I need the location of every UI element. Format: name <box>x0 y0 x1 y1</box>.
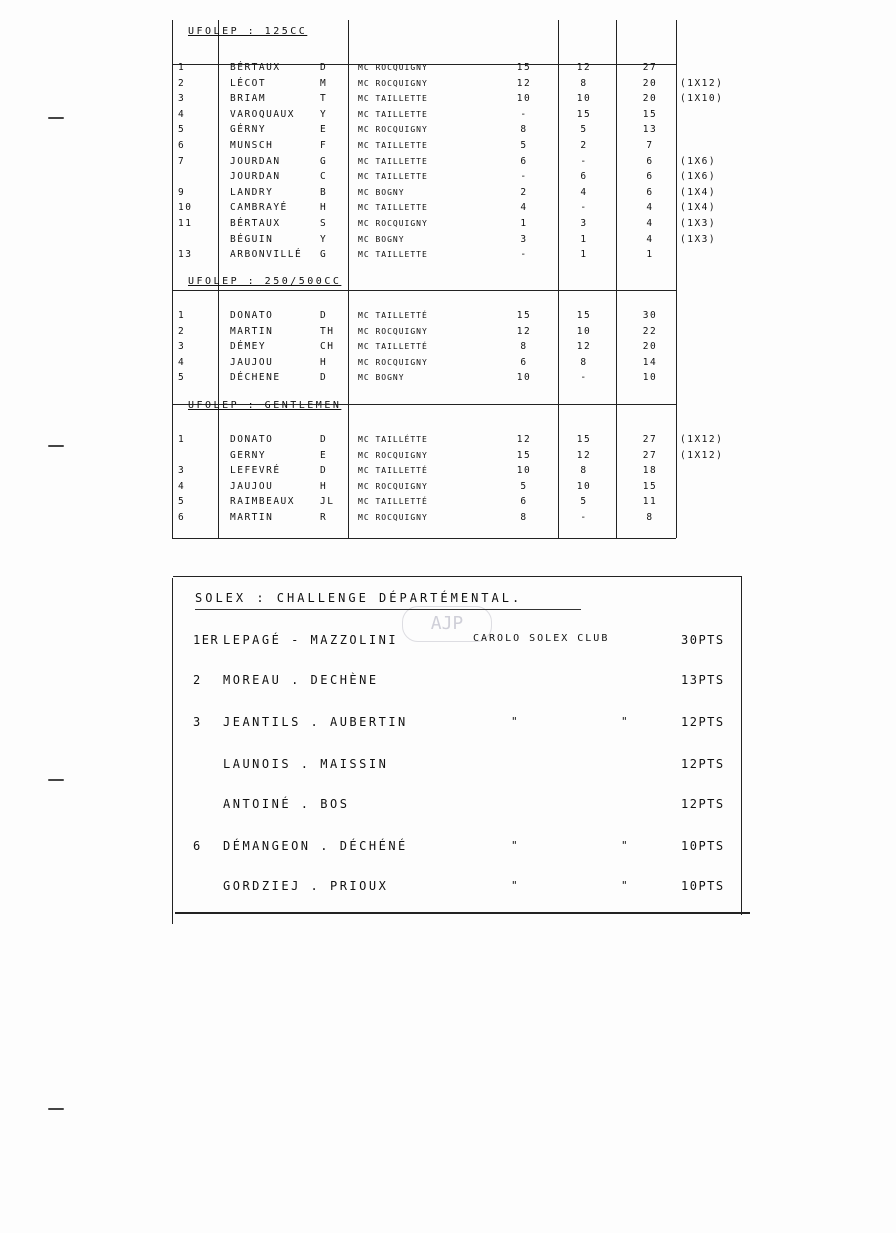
cell-club: MC TAILLETTE <box>358 156 428 166</box>
section-title-gentlemen: UFOLEP : GENTLEMEN <box>188 400 342 411</box>
solex-points: 30PTS <box>681 633 725 647</box>
cell-total: 18 <box>642 465 658 477</box>
cell-r1: 8 <box>520 341 528 353</box>
cell-club: MC TAILLETTE <box>358 250 428 260</box>
cell-club: MC BOGNY <box>358 187 405 197</box>
cell-name: JAUJOU <box>230 356 274 368</box>
cell-total: 6 <box>646 171 654 183</box>
table-row <box>172 60 752 75</box>
solex-challenge-box <box>173 576 742 915</box>
hole-punch-mark <box>48 445 64 447</box>
cell-rank: 1 <box>178 310 186 321</box>
cell-rank: 3 <box>178 465 186 477</box>
cell-name: DÉCHENE <box>230 372 281 384</box>
table-row <box>172 107 752 122</box>
cell-init: C <box>320 171 328 183</box>
cell-total: 20 <box>642 77 658 89</box>
solex-ditto2: " <box>621 879 630 892</box>
solex-row <box>173 757 741 777</box>
table-row <box>172 324 752 339</box>
cell-init: H <box>320 480 328 492</box>
cell-r1: 6 <box>520 496 528 508</box>
cell-name: BÉRTAUX <box>230 218 281 229</box>
hole-punch-mark <box>48 1108 64 1110</box>
cell-init: D <box>320 310 328 321</box>
cell-total: 4 <box>646 218 654 229</box>
table-row <box>172 339 752 354</box>
cell-r1: 12 <box>516 325 532 337</box>
cell-club: MC ROCQUIGNY <box>358 125 428 135</box>
solex-row <box>173 673 741 693</box>
cell-name: MARTIN <box>230 325 274 337</box>
cell-club: MC ROCQUIGNY <box>358 63 428 72</box>
solex-points: 13PTS <box>681 673 725 687</box>
cell-note: (1X12) <box>680 434 724 445</box>
cell-name: LANDRY <box>230 186 274 198</box>
table-row <box>172 247 752 262</box>
cell-note: (1X3) <box>680 218 717 229</box>
cell-init: R <box>320 512 328 523</box>
cell-init: T <box>320 93 328 105</box>
cell-init: JL <box>320 496 335 508</box>
cell-total: 20 <box>642 341 658 353</box>
table-row <box>172 76 752 91</box>
cell-club: MC ROCQUIGNY <box>358 326 428 336</box>
solex-crew: LEPAGÉ - MAZZOLINI <box>223 633 399 647</box>
cell-total: 4 <box>646 202 654 214</box>
solex-club: CAROLO SOLEX CLUB <box>473 633 610 644</box>
solex-crew: ANTOINÉ . BOS <box>223 797 350 811</box>
cell-init: G <box>320 155 328 167</box>
cell-rank: 13 <box>178 249 193 261</box>
table-row <box>172 494 752 509</box>
cell-club: MC ROCQUIGNY <box>358 481 428 491</box>
cell-rank: 4 <box>178 108 186 120</box>
cell-rank: 5 <box>178 372 186 384</box>
cell-init: D <box>320 465 328 477</box>
cell-r2: 10 <box>576 325 592 337</box>
cell-r1: - <box>520 171 528 183</box>
cell-rank: 5 <box>178 496 186 508</box>
cell-rank: 4 <box>178 480 186 492</box>
cell-total: 4 <box>646 233 654 245</box>
cell-name: JAUJOU <box>230 480 274 492</box>
cell-rank: 2 <box>178 325 186 337</box>
cell-init: S <box>320 218 328 229</box>
table-row <box>172 138 752 153</box>
cell-total: 10 <box>642 372 658 384</box>
table-row <box>172 355 752 370</box>
cell-note: (1X12) <box>680 449 724 461</box>
solex-box-bottom-border <box>175 912 750 914</box>
solex-points: 12PTS <box>681 797 725 811</box>
table-row <box>172 432 752 447</box>
cell-club: MC TAILLETTE <box>358 109 428 119</box>
solex-points: 12PTS <box>681 715 725 729</box>
solex-crew: DÉMANGEON . DÉCHÉNÉ <box>223 839 408 853</box>
cell-rank: 1 <box>178 62 186 73</box>
solex-row <box>173 797 741 817</box>
cell-total: 27 <box>642 449 658 461</box>
cell-init: CH <box>320 341 335 353</box>
solex-crew: GORDZIEJ . PRIOUX <box>223 879 389 893</box>
table-row <box>172 200 752 215</box>
cell-init: D <box>320 62 328 73</box>
cell-r2: 4 <box>580 186 588 198</box>
cell-club: MC TAILLETTÉ <box>358 342 428 352</box>
cell-init: Y <box>320 108 328 120</box>
cell-name: GÉRNY <box>230 124 267 136</box>
cell-name: LÉCOT <box>230 77 267 89</box>
cell-total: 27 <box>642 62 658 73</box>
cell-club: MC TAILLÉTTE <box>358 435 428 444</box>
cell-club: MC TAILLETTE <box>358 141 428 150</box>
cell-r2: 8 <box>580 465 588 477</box>
cell-club: MC ROCQUIGNY <box>358 513 428 522</box>
cell-rank: 5 <box>178 124 186 136</box>
cell-r2: 8 <box>580 77 588 89</box>
cell-init: H <box>320 356 328 368</box>
solex-crew: MOREAU . DECHÈNE <box>223 673 379 687</box>
cell-r1: 5 <box>520 140 528 151</box>
section-separator <box>172 290 676 291</box>
solex-points: 10PTS <box>681 839 725 853</box>
cell-r2: - <box>580 202 588 214</box>
solex-ditto1: " <box>511 715 520 728</box>
cell-total: 15 <box>642 108 658 120</box>
solex-rank: 2 <box>193 673 202 687</box>
cell-rank: 3 <box>178 341 186 353</box>
cell-rank: 1 <box>178 434 186 445</box>
cell-r1: 12 <box>516 77 532 89</box>
cell-r1: 5 <box>520 480 528 492</box>
cell-name: VAROQUAUX <box>230 108 295 120</box>
table-row <box>172 448 752 463</box>
solex-row <box>173 879 741 899</box>
cell-note: (1X10) <box>680 93 724 105</box>
cell-r1: 6 <box>520 356 528 368</box>
cell-r2: - <box>580 512 588 523</box>
solex-points: 12PTS <box>681 757 725 771</box>
solex-points: 10PTS <box>681 879 725 893</box>
cell-note: (1X6) <box>680 171 717 183</box>
solex-title-underline <box>195 609 581 610</box>
cell-r1: 2 <box>520 186 528 198</box>
cell-r1: 10 <box>516 372 532 384</box>
table-row <box>172 510 752 525</box>
cell-total: 20 <box>642 93 658 105</box>
cell-name: BÉRTAUX <box>230 62 281 73</box>
cell-rank: 7 <box>178 155 186 167</box>
cell-total: 7 <box>646 140 654 151</box>
cell-r1: 6 <box>520 155 528 167</box>
section-title-125cc: UFOLEP : 125CC <box>188 26 308 37</box>
cell-r1: 8 <box>520 124 528 136</box>
cell-total: 13 <box>642 124 658 136</box>
solex-rank: 6 <box>193 839 202 853</box>
cell-init: M <box>320 77 328 89</box>
cell-club: MC TAILLETTÉ <box>358 466 428 476</box>
cell-name: JOURDAN <box>230 171 281 183</box>
cell-rank: 4 <box>178 356 186 368</box>
solex-ditto2: " <box>621 839 630 852</box>
cell-init: B <box>320 186 328 198</box>
table-row <box>172 185 752 200</box>
cell-note: (1X12) <box>680 77 724 89</box>
cell-init: D <box>320 434 328 445</box>
solex-row <box>173 715 741 735</box>
cell-total: 30 <box>642 310 658 321</box>
cell-total: 15 <box>642 480 658 492</box>
cell-r1: 4 <box>520 202 528 214</box>
cell-r2: 12 <box>576 341 592 353</box>
cell-init: Y <box>320 233 328 245</box>
cell-name: RAIMBEAUX <box>230 496 295 508</box>
cell-name: LEFEVRÉ <box>230 465 281 477</box>
cell-init: E <box>320 124 328 136</box>
cell-name: DONATO <box>230 434 274 445</box>
cell-init: TH <box>320 325 335 337</box>
solex-ditto2: " <box>621 715 630 728</box>
cell-r1: 12 <box>516 434 532 445</box>
table-row <box>172 154 752 169</box>
table-row <box>172 232 752 247</box>
cell-name: JOURDAN <box>230 155 281 167</box>
cell-name: BRIAM <box>230 93 267 105</box>
table-row <box>172 479 752 494</box>
cell-init: H <box>320 202 328 214</box>
solex-title: SOLEX : CHALLENGE DÉPARTÉMENTAL. <box>195 591 523 605</box>
cell-note: (1X4) <box>680 186 717 198</box>
cell-total: 6 <box>646 186 654 198</box>
table-border-bottom <box>172 538 676 539</box>
cell-r1: 15 <box>516 310 532 321</box>
section-title-250-500cc: UFOLEP : 250/500CC <box>188 276 342 287</box>
cell-r1: 3 <box>520 233 528 245</box>
cell-club: MC ROCQUIGNY <box>358 450 428 460</box>
cell-r1: 8 <box>520 512 528 523</box>
cell-club: MC ROCQUIGNY <box>358 357 428 367</box>
cell-r1: 15 <box>516 62 532 73</box>
cell-note: (1X3) <box>680 233 717 245</box>
cell-init: D <box>320 372 328 384</box>
table-row <box>172 308 752 323</box>
cell-r1: - <box>520 108 528 120</box>
cell-rank: 11 <box>178 218 193 229</box>
table-row <box>172 370 752 385</box>
solex-rank: 1ER <box>193 633 220 647</box>
cell-name: MUNSCH <box>230 140 274 151</box>
cell-total: 6 <box>646 155 654 167</box>
cell-club: MC TAILLETTÉ <box>358 311 428 320</box>
solex-crew: JEANTILS . AUBERTIN <box>223 715 408 729</box>
cell-r1: - <box>520 249 528 261</box>
cell-total: 22 <box>642 325 658 337</box>
cell-club: MC TAILLETTÉ <box>358 497 428 507</box>
cell-club: MC TAILLETTE <box>358 172 428 182</box>
cell-name: CAMBRAYÉ <box>230 202 288 214</box>
cell-rank: 3 <box>178 93 186 105</box>
faint-stamp-watermark: AJP <box>402 606 492 642</box>
cell-total: 1 <box>646 249 654 261</box>
table-row <box>172 91 752 106</box>
cell-r1: 15 <box>516 449 532 461</box>
cell-rank: 6 <box>178 140 186 151</box>
cell-r2: 10 <box>576 480 592 492</box>
cell-r2: 3 <box>580 218 588 229</box>
solex-rank: 3 <box>193 715 202 729</box>
cell-r2: 1 <box>580 249 588 261</box>
cell-init: E <box>320 449 328 461</box>
cell-note: (1X4) <box>680 202 717 214</box>
cell-init: F <box>320 140 328 151</box>
cell-name: DÉMEY <box>230 341 267 353</box>
cell-name: DONATO <box>230 310 274 321</box>
cell-name: BÉGUIN <box>230 233 274 245</box>
cell-name: ARBONVILLÉ <box>230 249 303 261</box>
cell-name: MARTIN <box>230 512 274 523</box>
cell-init: G <box>320 249 328 261</box>
solex-row <box>173 839 741 859</box>
cell-total: 14 <box>642 356 658 368</box>
table-row <box>172 122 752 137</box>
cell-total: 27 <box>642 434 658 445</box>
table-row <box>172 216 752 231</box>
cell-r1: 1 <box>520 218 528 229</box>
cell-r2: 15 <box>576 108 592 120</box>
cell-r2: 5 <box>580 496 588 508</box>
cell-r2: 1 <box>580 233 588 245</box>
cell-club: MC BOGNY <box>358 373 405 383</box>
cell-rank: 6 <box>178 512 186 523</box>
cell-r2: 8 <box>580 356 588 368</box>
hole-punch-mark <box>48 117 64 119</box>
cell-name: GERNY <box>230 449 267 461</box>
cell-rank: 9 <box>178 186 186 198</box>
solex-crew: LAUNOIS . MAISSIN <box>223 757 389 771</box>
cell-r2: 10 <box>576 93 592 105</box>
cell-r2: 15 <box>576 434 592 445</box>
results-table <box>172 20 724 538</box>
solex-row <box>173 633 741 653</box>
solex-ditto1: " <box>511 879 520 892</box>
cell-r2: 15 <box>576 310 592 321</box>
cell-r1: 10 <box>516 465 532 477</box>
cell-club: MC BOGNY <box>358 234 405 244</box>
cell-note: (1X6) <box>680 155 717 167</box>
cell-rank: 10 <box>178 202 193 214</box>
cell-club: MC ROCQUIGNY <box>358 78 428 88</box>
table-row <box>172 169 752 184</box>
cell-club: MC TAILLETTE <box>358 94 428 104</box>
table-row <box>172 463 752 478</box>
cell-r2: 5 <box>580 124 588 136</box>
solex-ditto1: " <box>511 839 520 852</box>
cell-r2: 2 <box>580 140 588 151</box>
cell-r2: 6 <box>580 171 588 183</box>
cell-total: 11 <box>642 496 658 508</box>
cell-rank: 2 <box>178 77 186 89</box>
cell-r1: 10 <box>516 93 532 105</box>
cell-club: MC TAILLETTE <box>358 203 428 213</box>
hole-punch-mark <box>48 779 64 781</box>
cell-r2: 12 <box>576 62 592 73</box>
cell-club: MC ROCQUIGNY <box>358 219 428 228</box>
cell-r2: - <box>580 155 588 167</box>
cell-r2: 12 <box>576 449 592 461</box>
cell-total: 8 <box>646 512 654 523</box>
cell-r2: - <box>580 372 588 384</box>
